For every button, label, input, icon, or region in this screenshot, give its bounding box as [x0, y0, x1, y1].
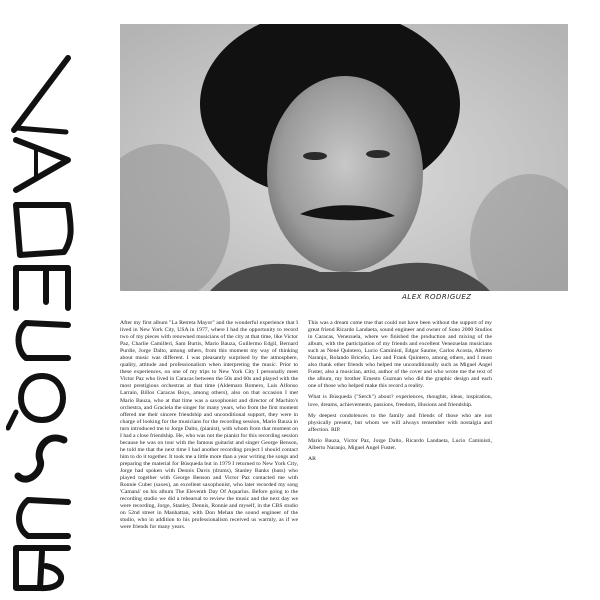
portrait-photo: [120, 24, 568, 291]
brush-lettering-logo: [6, 40, 86, 595]
paragraph: This was a dream come true that could not have been without the support of my great friend Ricardo Landaeta, sound engineer and owner of Sono 2000 Studios in Caracas, Venezuela, where we finished the production and mixing of the album, with the participation of my friends and excellent Venezuelan musicians such as Nené Quintero, Lucio Caministi, Edgar Saume, Carlos Acosta, Alberto Naranjo, Rolando Briceño, Leo and Frank Quintero, among others, and I must also thank other friends who helped me unconditionally such as Miguel Angel Fuster, also a musician, artist, author of the cover and who wrote me the text of the album, my brother Ernesto Guzman who did the graphic design and each one of those who helped make this record a reality.: [308, 320, 492, 390]
paragraph: AR: [308, 455, 316, 462]
photo-credit: ALEX RODRIGUEZ: [402, 293, 472, 301]
paragraph: Mario Bauza, Victor Paz, Jorge Dalto, Ricardo Landaeta, Lucio Caministi, Alberto Naranjo, Miguel Angel Fuster.: [308, 437, 492, 451]
left-text-column: [120, 320, 298, 535]
right-text-column: [308, 320, 492, 467]
paragraph: After my first album "La Retreta Mayor" and the wonderful experience that I lived in New York City, USA in 1977, where I had the opportunity to record two of my pieces with renowned musicians of the city at that time, like Victor Paz, Charlie Camilleri, Sam Burtis, Mario Bauza, Guillermo Edgil, Bernard Purdie, Jorge Dalto, among others, from this moment my way of thinking about music was different. I was pleasantly surprised by the atmosphere, quality, attitude and professionalism when interpreting the music. Prior to these experiences, on one of my trips to New York City I personally meet Victor Paz who lived in Caracas between the 50s and 60s and played with the most prestigious orchestras at that time (Aldemaro Romero, Luis Alfonso Larrain, Billos Caracas Boys, among others), also on that occasion I met Mario Bauza, who at that time was a saxophonist and director of Machito's orchestra, and Graciela the singer for many years, who from the first moment offered me their sincere friendship and unconditional support, they were in charge of looking for the musicians for the recording session, Mario Bauza in turn introduced me to Jorge Dalto, (pianist), with whom from that moment on I had a close friendship. He, who was not the pianist for this recording session because he was on tour with the famous guitarist and singer George Benson, he told me that the next time I had another recording project I should contact him to do it together. It took me a little more than a year writing the songs and preparing the material for Búsqueda but in 1979 I returned to New York City, Jorge had spoken with Dennis Davis (drums), Stanley Banks (bass) who played together with George Benson and Victor Paz contacted me with Ronnie Cuber (saxes), an excellent saxophonist, who later recorded my song 'Camaná' on his album The Eleventh Day Of Aquarius. Before going to the recording studio we did a rehearsal to review the music and the next day we were recording, Jorge, Stanley, Dennis, Ronnie and myself, in the CBS studio on 52nd street in Manhattan, with Don Mehan the sound engineer of the studio, who in addition to his professionalism received us warmly, as if we were friends for many years.: [120, 320, 298, 531]
paragraph: My deepest condolences to the family and friends of those who are not physically present, but whom we will always remember with nostalgia and affection. RIP.: [308, 412, 492, 433]
vertical-title: [6, 40, 86, 595]
paragraph: What is Búsqueda ("Serch") about? experiences, thoughts, ideas, inspiration, love, dreams, achievements, passions, freedom, illusions and friendship.: [308, 394, 492, 408]
